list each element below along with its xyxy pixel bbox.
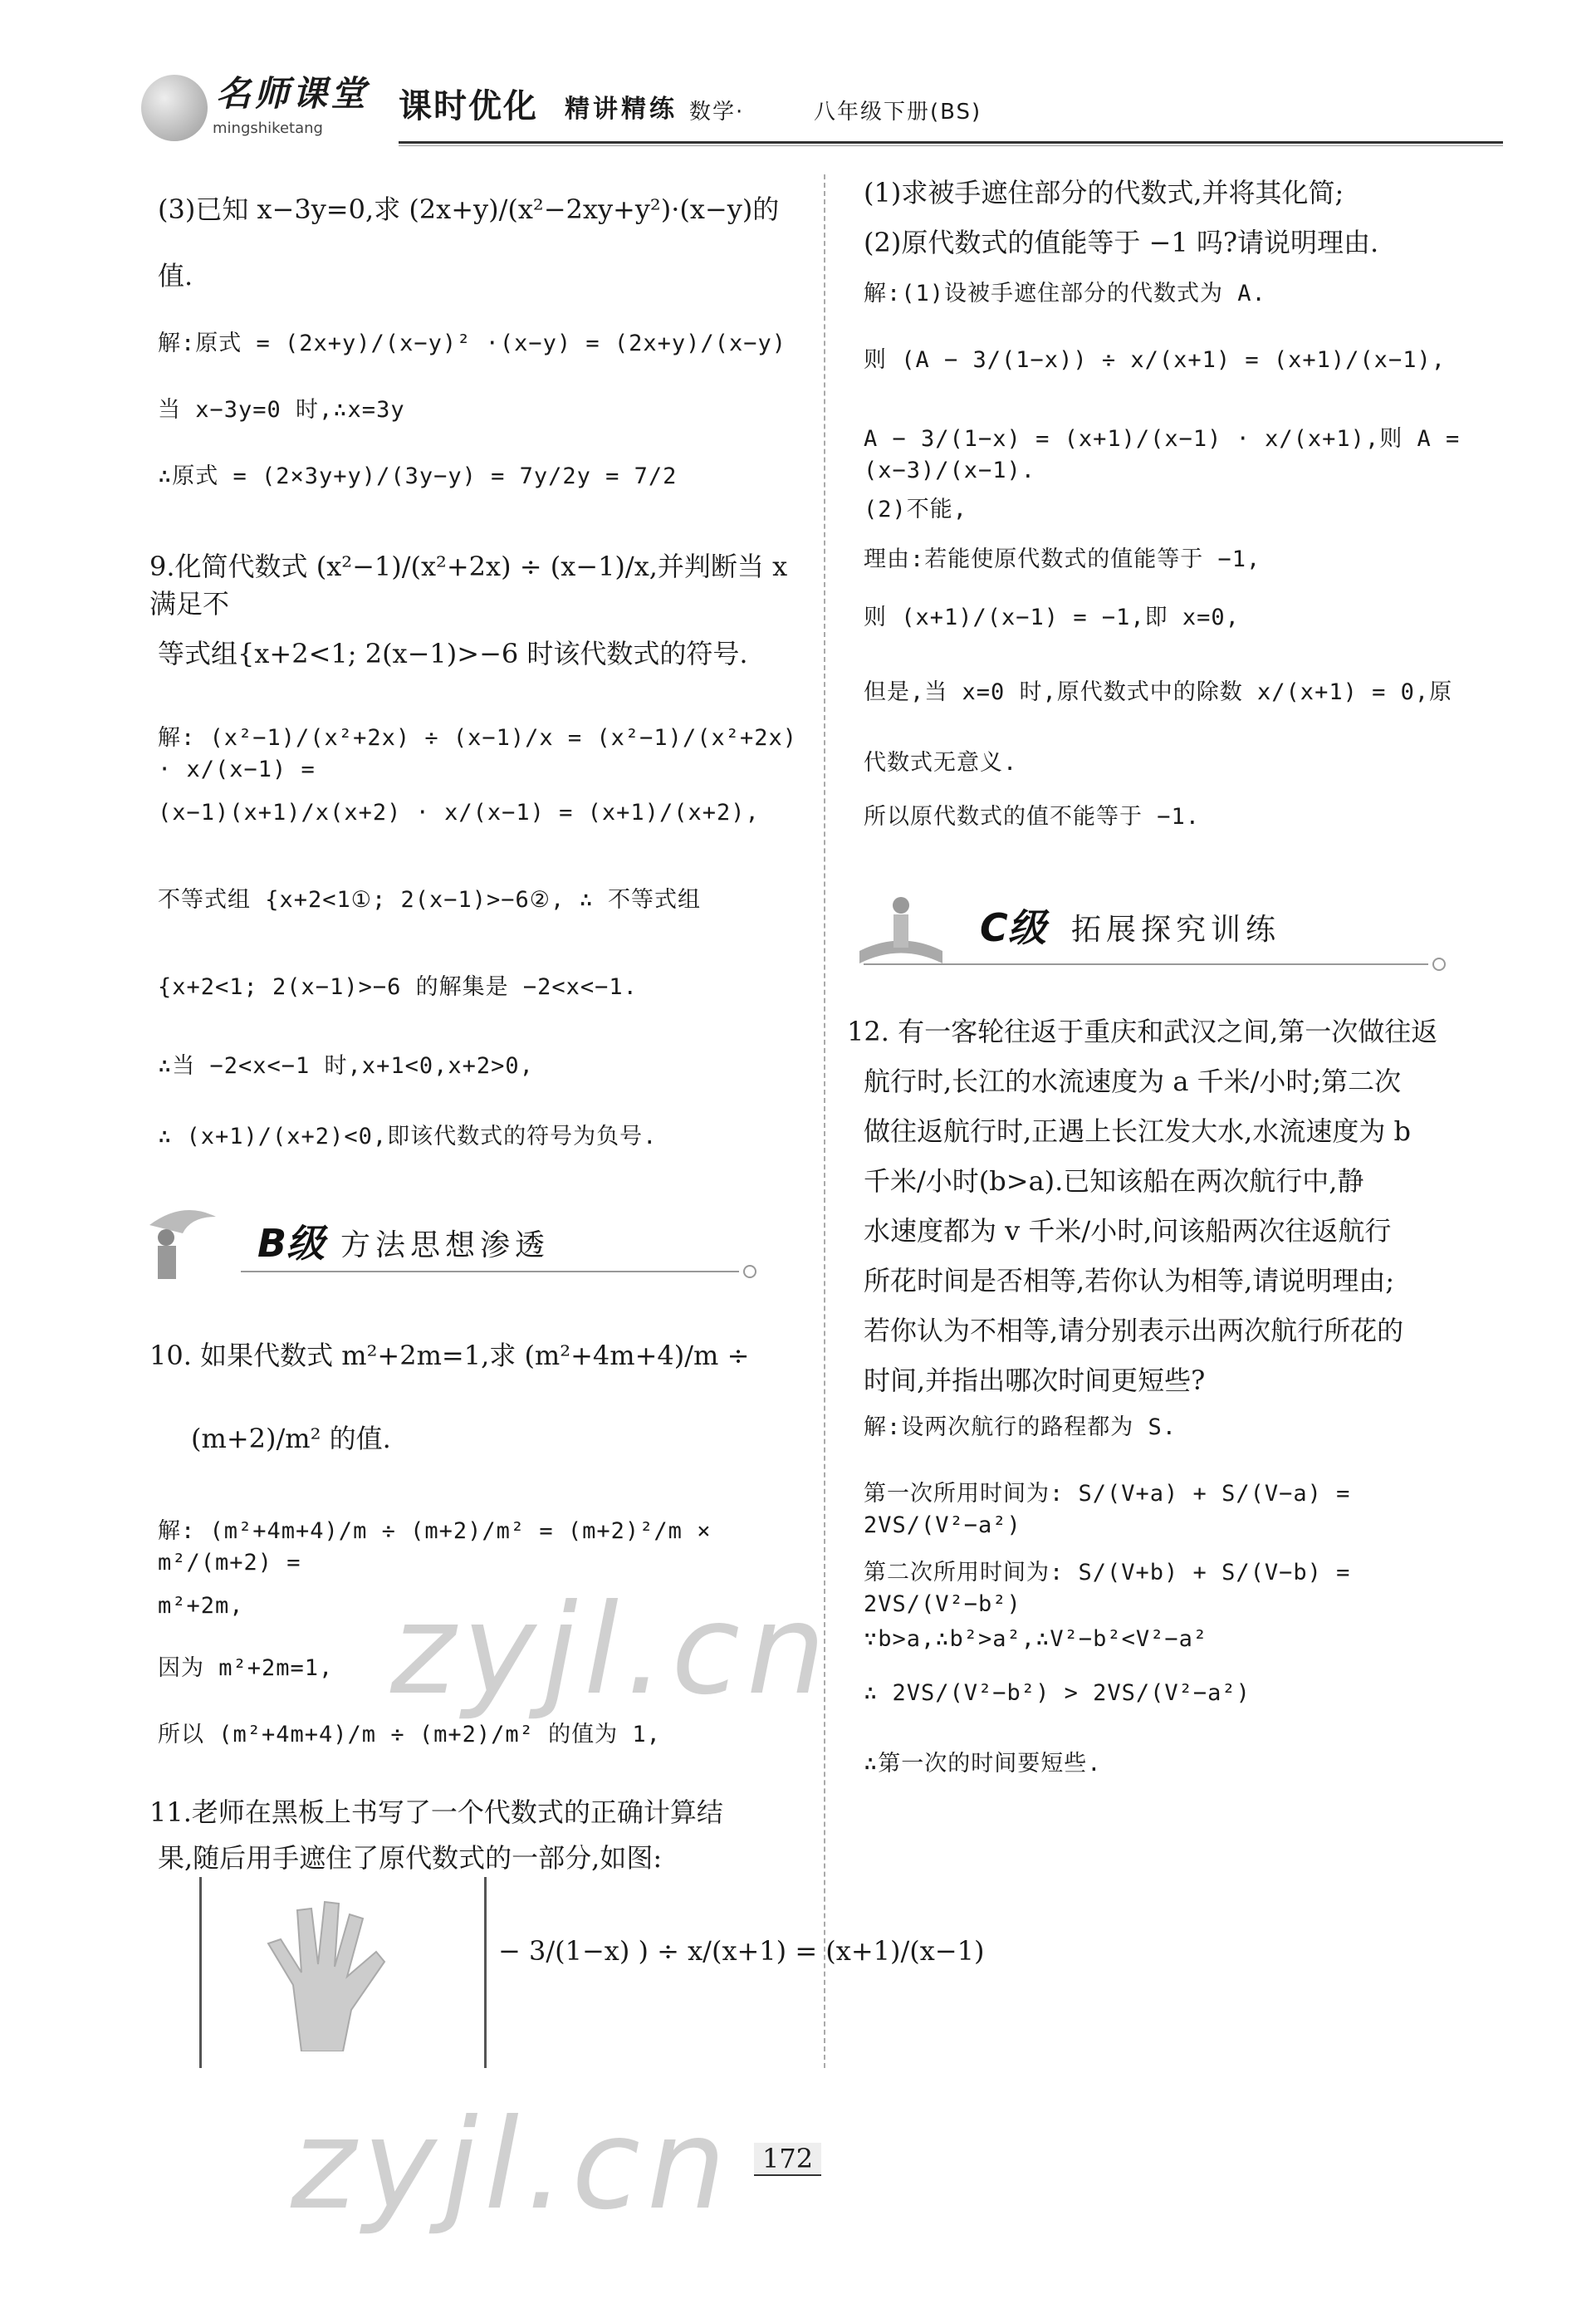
q11-part1: (1)求被手遮住部分的代数式,并将其化简; [864,177,1344,208]
q9-solution-5: ∴当 −2<x<−1 时,x+1<0,x+2>0, [158,1053,534,1079]
q9-solution-1: 解: (x²−1)/(x²+2x) ÷ (x−1)/x = (x²−1)/(x²+2x) · x/(x−1) = [158,725,797,782]
q10-line1: 10. 如果代数式 m²+2m=1,求 (m²+4m+4)/m ÷ [149,1340,750,1371]
q12-line7: 若你认为不相等,请分别表示出两次航行所花的 [864,1315,1404,1346]
q12-line4: 千米/小时(b>a).已知该船在两次航行中,静 [864,1165,1364,1197]
section-c-level: C级 [980,905,1046,950]
q12-solution-4: ∵b>a,∴b²>a²,∴V²−b²<V²−a² [864,1626,1208,1652]
q11-solution-9: 所以原代数式的值不能等于 −1. [864,804,1201,830]
hand-figure [199,1877,487,2068]
subject-label: 数学· [689,100,745,125]
q3-solution-3: ∴原式 = (2×3y+y)/(3y−y) = 7y/2y = 7/2 [158,463,678,489]
q3-solution-2: 当 x−3y=0 时,∴x=3y [158,397,405,423]
q12-line1: 12. 有一客轮往返于重庆和武汉之间,第一次做往返 [847,1016,1438,1047]
brand-subtitle: mingshiketang [213,120,323,137]
section-b-banner [133,1200,797,1275]
tagline: 精讲精练 [565,95,678,124]
section-b-line [241,1271,739,1272]
q3-line1: (3)已知 x−3y=0,求 (2x+y)/(x²−2xy+y²)·(x−y)的 [158,194,780,225]
section-b-title: 方法思想渗透 [340,1228,551,1262]
watermark-bottom: zyjl.cn [291,2093,733,2237]
series-title: 课时优化 [399,87,538,125]
q10-solution-4: 所以 (m²+4m+4)/m ÷ (m+2)/m² 的值为 1, [158,1722,661,1747]
q11-figure-expression: − 3/(1−x) ) ÷ x/(x+1) = (x+1)/(x−1) [498,1935,985,1967]
q9-solution-2: (x−1)(x+1)/x(x+2) · x/(x−1) = (x+1)/(x+2), [158,800,760,826]
section-c-banner [855,885,1486,959]
header-rule-thin [399,145,1503,146]
section-c-dot [1432,958,1446,971]
q12-solution-6: ∴第一次的时间要短些. [864,1751,1102,1777]
book-figure-icon [855,885,947,968]
header-rule [399,141,1503,144]
column-divider [824,174,825,2068]
watermark-center: zyjl.cn [390,1578,833,1723]
q12-solution-3: 第二次所用时间为: S/(V+b) + S/(V−b) = 2VS/(V²−b²) [864,1560,1351,1617]
section-b-level: B级 [257,1221,326,1266]
brand-logo-icon [141,75,208,141]
q11-line1: 11.老师在黑板上书写了一个代数式的正确计算结 [149,1796,723,1828]
q12-solution-1: 解:设两次航行的路程都为 S. [864,1414,1177,1440]
section-b-dot [743,1265,756,1278]
q11-part2: (2)原代数式的值能等于 −1 吗?请说明理由. [864,227,1379,258]
q12-line2: 航行时,长江的水流速度为 a 千米/小时;第二次 [864,1066,1402,1097]
q11-solution-1: 解:(1)设被手遮住部分的代数式为 A. [864,281,1266,306]
q12-line8: 时间,并指出哪次时间更短些? [864,1365,1206,1396]
q9-solution-6: ∴ (x+1)/(x+2)<0,即该代数式的符号为负号. [158,1124,658,1149]
q9-solution-4: {x+2<1; 2(x−1)>−6 的解集是 −2<x<−1. [158,974,638,1000]
section-c-line [864,963,1428,965]
brand-name: 名师课堂 [216,73,370,114]
q9-line1: 9.化简代数式 (x²−1)/(x²+2x) ÷ (x−1)/x,并判断当 x 满足不 [149,551,788,620]
q12-line6: 所花时间是否相等,若你认为相等,请说明理由; [864,1265,1395,1296]
q12-line5: 水速度都为 v 千米/小时,问该船两次往返航行 [864,1215,1392,1247]
q10-solution-2: m²+2m, [158,1593,244,1619]
q12-solution-2: 第一次所用时间为: S/(V+a) + S/(V−a) = 2VS/(V²−a²) [864,1481,1351,1538]
q12-line3: 做往返航行时,正遇上长江发大水,水流速度为 b [864,1115,1412,1147]
q11-solution-6: 则 (x+1)/(x−1) = −1,即 x=0, [864,605,1240,630]
page-header [141,66,1503,149]
q11-solution-3: A − 3/(1−x) = (x+1)/(x−1) · x/(x+1),则 A = (x−3)/(x−1). [864,426,1461,483]
q11-line2: 果,随后用手遮住了原代数式的一部分,如图: [158,1842,663,1874]
q10-solution-1: 解: (m²+4m+4)/m ÷ (m+2)/m² = (m+2)²/m × m²/(m+2) = [158,1518,712,1576]
q3-line2: 值. [158,260,193,292]
q3-solution-1: 解:原式 = (2x+y)/(x−y)² ·(x−y) = (2x+y)/(x−y) [158,331,786,356]
hand-icon [252,1894,401,2051]
q10-line2: (m+2)/m² 的值. [191,1423,391,1454]
q9-line2: 等式组{x+2<1; 2(x−1)>−6 时该代数式的符号. [158,638,748,669]
q12-solution-5: ∴ 2VS/(V²−b²) > 2VS/(V²−a²) [864,1680,1251,1706]
figure-icon [133,1200,224,1283]
q11-solution-5: 理由:若能使原代数式的值能等于 −1, [864,546,1261,572]
q11-solution-8: 代数式无意义. [864,750,1018,776]
q11-solution-2: 则 (A − 3/(1−x)) ÷ x/(x+1) = (x+1)/(x−1), [864,347,1446,373]
grade-label: 八年级下册(BS) [814,100,982,125]
section-c-title: 拓展探究训练 [1071,913,1281,947]
q10-solution-3: 因为 m²+2m=1, [158,1655,334,1681]
q11-solution-7: 但是,当 x=0 时,原代数式中的除数 x/(x+1) = 0,原 [864,679,1453,705]
q9-solution-3: 不等式组 {x+2<1①; 2(x−1)>−6②, ∴ 不等式组 [158,887,702,913]
page-number: 172 [754,2143,821,2176]
q11-solution-4: (2)不能, [864,497,968,522]
